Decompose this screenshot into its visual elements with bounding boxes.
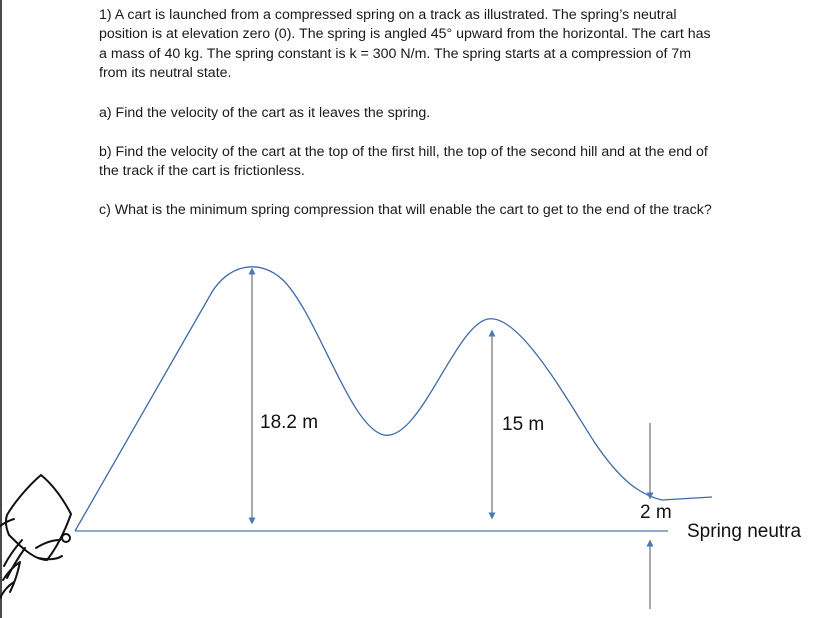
question-a: a) Find the velocity of the cart as it leaves the spring. [99,105,431,121]
spring-cart-sketch [0,475,71,598]
problem-intro: 1) A cart is launched from a compressed spring on a track as illustrated. The spring’s neutral position is at elevation zero (0). The spring is angled 45° upward from the horizontal. The cart has a mass of 40 kg. The spring constant is k = 300 N/m. The spring starts at a compression of 7m from its neutral state. [99,7,711,82]
end-height-label: 2 m [640,502,672,523]
question-c: c) What is the minimum spring compression that will enable the cart to get to the end of the track? [99,202,712,218]
hill1-height-label: 18.2 m [260,412,319,433]
track-curve [75,267,712,531]
hill2-height-label: 15 m [502,414,545,435]
baseline-label: Spring neutra [687,521,802,542]
question-b: b) Find the velocity of the cart at the top of the first hill, the top of the second hill and at the end of the track if the cart is frictionless. [99,144,708,180]
